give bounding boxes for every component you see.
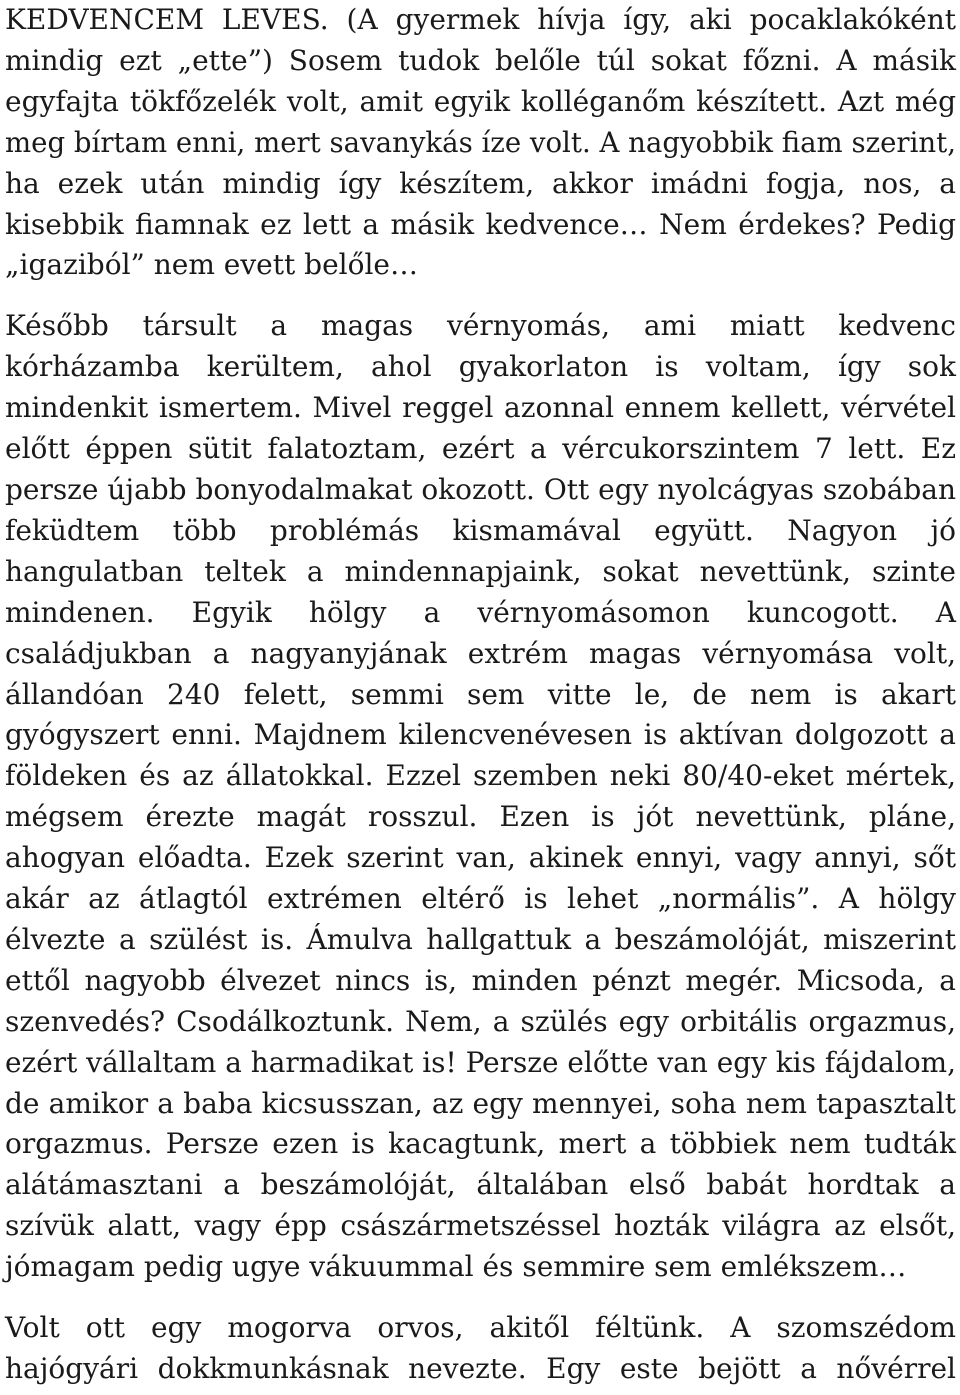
text-line: mégsem érezte magát rosszul. Ezen is jót nevettünk, pláne, [5, 800, 956, 834]
text-line: állandóan 240 felett, semmi sem vitte le, de nem is akart [5, 677, 956, 711]
text-line: mindenen. Egyik hölgy a vérnyomásomon kuncogott. A [5, 595, 956, 629]
text-line: előtt éppen sütit falatoztam, ezért a vércukorszintem 7 lett. Ez [5, 432, 956, 466]
text-line: mindig ezt „ette”) Sosem tudok belőle túl sokat főzni. A másik [5, 43, 956, 77]
text-line: családjukban a nagyanyjának extrém magas vérnyomása volt, [5, 636, 956, 670]
text-line: alátámasztani a beszámolóját, általában első babát hordtak a [5, 1168, 956, 1202]
text-line: akár az átlagtól extrémen eltérő is lehet „normális”. A hölgy [5, 882, 956, 916]
text-line: élvezte a szülést is. Ámulva hallgattuk a beszámolóját, miszerint [5, 922, 956, 956]
text-line: „igaziból” nem evett belőle… [5, 248, 418, 282]
paragraph-2 [5, 306, 956, 1288]
text-line: persze újabb bonyodalmakat okozott. Ott egy nyolcágyas szobában [5, 472, 956, 506]
text-line: hangulatban teltek a mindennapjaink, sokat nevettünk, szinte [5, 554, 956, 588]
paragraph-3 [5, 1308, 956, 1390]
text-line: Később társult a magas vérnyomás, ami miatt kedvenc [5, 309, 956, 343]
text-line: földeken és az állatokkal. Ezzel szemben neki 80/40-eket mértek, [5, 759, 956, 793]
text-line: mindenkit ismertem. Mivel reggel azonnal ennem kellett, vérvétel [5, 391, 956, 425]
text-line: meg bírtam enni, mert savanykás íze volt. A nagyobbik fiam szerint, [5, 125, 956, 159]
text-line: egyfajta tökfőzelék volt, amit egyik kolléganőm készített. Azt még [5, 84, 956, 118]
text-line: ha ezek után mindig így készítem, akkor imádni fogja, nos, a [5, 166, 956, 200]
text-line: szenvedés? Csodálkoztunk. Nem, a szülés egy orbitális orgazmus, [5, 1004, 956, 1038]
text-line: ahogyan előadta. Ezek szerint van, akinek ennyi, vagy annyi, sőt [5, 841, 956, 875]
text-line: Volt ott egy mogorva orvos, akitől féltünk. A szomszédom [5, 1311, 956, 1345]
text-line: feküdtem több problémás kismamával együtt. Nagyon jó [5, 513, 956, 547]
text-line: KEDVENCEM LEVES. (A gyermek hívja így, aki pocaklakóként [5, 3, 956, 36]
text-line: szívük alatt, vagy épp császármetszéssel hozták világra az elsőt, [5, 1209, 956, 1243]
text-line: jómagam pedig ugye vákuummal és semmire sem emlékszem… [5, 1250, 907, 1284]
text-line: ettől nagyobb élvezet nincs is, minden pénzt megér. Micsoda, a [5, 963, 956, 997]
text-line: ezért vállaltam a harmadikat is! Persze előtte van egy kis fájdalom, [5, 1045, 956, 1079]
paragraph-1 [5, 0, 956, 286]
text-line: orgazmus. Persze ezen is kacagtunk, mert a többiek nem tudták [5, 1127, 956, 1161]
text-line: hajógyári dokkmunkásnak nevezte. Egy este bejött a nővérrel [5, 1352, 956, 1385]
text-line: kisebbik fiamnak ez lett a másik kedvence… Nem érdekes? Pedig [5, 207, 956, 241]
text-line: kórházamba kerültem, ahol gyakorlaton is voltam, így sok [5, 350, 956, 384]
text-line: de amikor a baba kicsusszan, az egy mennyei, soha nem tapasztalt [5, 1086, 956, 1120]
text-line: gyógyszert enni. Majdnem kilencvenévesen is aktívan dolgozott a [5, 718, 956, 752]
